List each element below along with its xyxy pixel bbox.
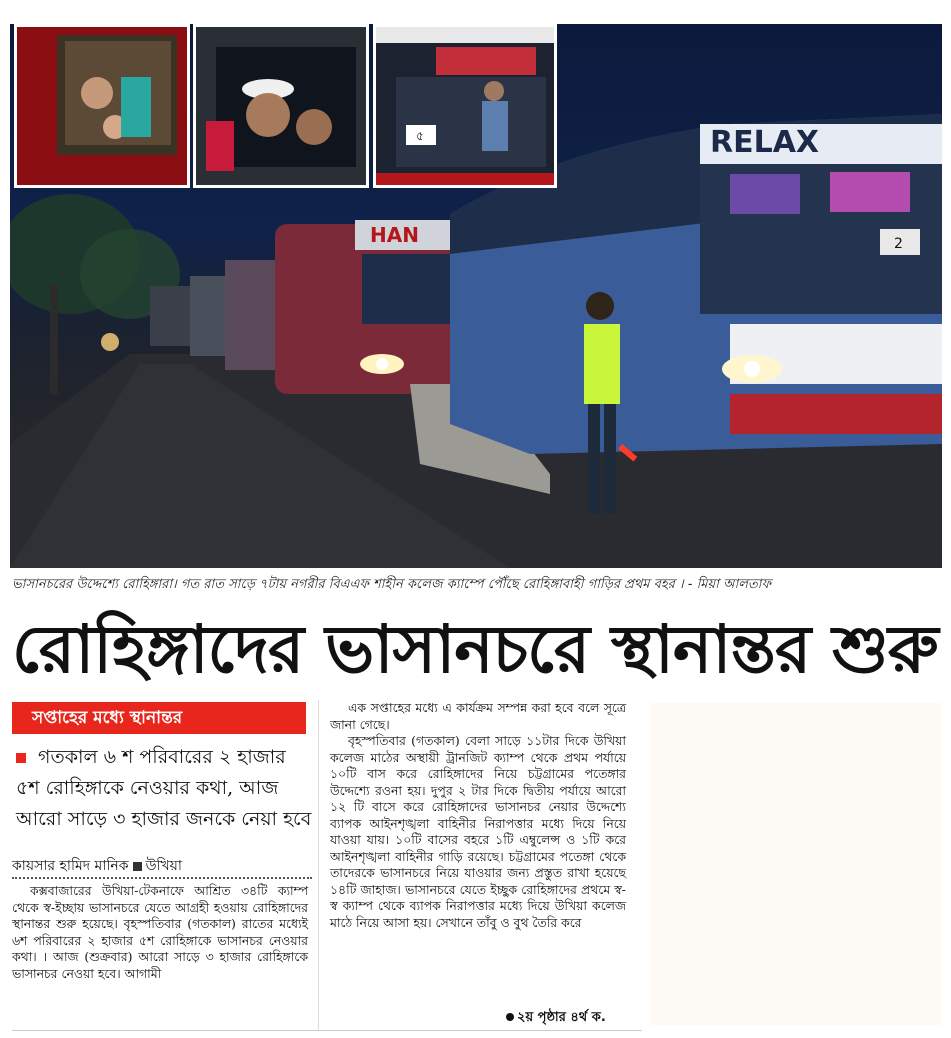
bullet-text: গতকাল ৬ শ পরিবারের ২ হাজার ৫শ রোহিঙ্গাকে নেওয়ার কথা, আজ আরো সাড়ে ৩ হাজার জনকে নেয়া হবে xyxy=(16,746,312,830)
article-column-1: কক্সবাজারের উখিয়া-টেকনাফে আশ্রিত ৩৪টি ক্যাম্প থেকে স্ব-ইচ্ছায় ভাসানচরে যেতে আগ্রহী হওয়ায় রোহিঙ্গাদের স্থানান্তর শুরু হয়েছে। বৃহস্পতিবার (গতকাল) রাতের মধ্যেই ৬শ পরিবারের ২ হাজার ৫শ রোহিঙ্গাকে ভাসানচর নেওয়ার কথা। । আজ (শুক্রবার) আরো সাড়ে ৩ হাজার রোহিঙ্গাকে ভাসানচর নেওয়া হবে। আগামী xyxy=(12,883,308,981)
jump-text: ২য় পৃষ্ঠার ৪র্থ ক. xyxy=(517,1010,606,1025)
inset-photo-bus-door xyxy=(373,24,557,188)
bottom-divider xyxy=(12,1030,642,1031)
byline-divider xyxy=(12,877,312,879)
byline-author: কায়সার হামিদ মানিক xyxy=(12,858,129,874)
article-column-2 xyxy=(330,700,626,931)
byline xyxy=(12,854,312,878)
byline-location: উখিয়া xyxy=(145,858,182,874)
headline: রোহিঙ্গাদের ভাসানচরে স্থানান্তর শুরু xyxy=(12,610,938,688)
bus-sign-han: HAN xyxy=(370,223,419,247)
bus-number-label: 2 xyxy=(894,236,903,252)
photo-caption: ভাসানচরের উদ্দেশ্যে রোহিঙ্গারা। গত রাত সাড়ে ৭টায় নগরীর বিএএফ শাহীন কলেজ ক্যাম্পে পৌঁছে রোহিঙ্গাবাহী গাড়ির প্রথম বহর । - মিয়া আলতাফ xyxy=(12,577,771,592)
highlight-bullet xyxy=(16,742,312,835)
bullet-square-icon xyxy=(16,753,26,763)
subhead-bar: সপ্তাহের মধ্যে স্থানান্তর xyxy=(12,702,306,734)
continuation-jump xyxy=(506,1008,606,1029)
column-2-paragraph-1: এক সপ্তাহের মধ্যে এ কার্যক্রম সম্পন্ন করা হবে বলে সূত্রে জানা গেছে। xyxy=(330,700,626,732)
byline-separator-icon xyxy=(133,862,142,871)
column-2-paragraph-2: বৃহস্পতিবার (গতকাল) বেলা সাড়ে ১১টার দিকে উখিয়া কলেজ মাঠের অস্থায়ী ট্রানজিট ক্যাম্প থেকে প্রথম পর্যায়ে ১০টি বাস করে রোহিঙ্গাদের নিয়ে চট্টগ্রামের পতেঙ্গার উদ্দেশ্যে রওনা হয়। দুপুর ২ টার দিকে দ্বিতীয় পর্যায়ে আরো ১২ টি বাসে করে রোহিঙ্গাদের ভাসানচর নেয়ার উদ্দেশ্যে ব্যাপক আইনশৃঙ্খলা বাহিনীর নিরাপত্তার মধ্যে দিয়ে নিয়ে যাওয়া যায়। ১০টি বাসের বহরে ১টি এম্বুলেন্স ও ১টি করে আইনশৃঙ্খলা বাহিনীর গাড়ি রয়েছে। চট্টগ্রামের পতেঙ্গা থেকে তাদেরকে ভাসানচরে নিয়ে যাওয়ার জন্য প্রস্তুত রাখা হয়েছে ১৪টি জাহাজ। ভাসানচরে যেতে ইচ্ছুক রোহিঙ্গাদের প্রথমে স্ব-স্ব ক্যাম্প থেকে ব্যাপক নিরাপত্তার মধ্যে দিয়ে উখিয়া কলেজ মাঠে নিয়ে আসা হয়। সেখানে তাঁবু ও বুথ তৈরি করে xyxy=(330,733,626,930)
jump-dot-icon xyxy=(506,1013,514,1021)
inset-photo-child-on-bus xyxy=(14,24,190,188)
bus-sign-relax: RELAX xyxy=(710,125,820,160)
inset-number-label: ৫ xyxy=(416,129,424,143)
blank-ad-space xyxy=(650,703,942,1025)
inset-photo-men-on-bus xyxy=(193,24,369,188)
column-divider xyxy=(318,700,319,1030)
